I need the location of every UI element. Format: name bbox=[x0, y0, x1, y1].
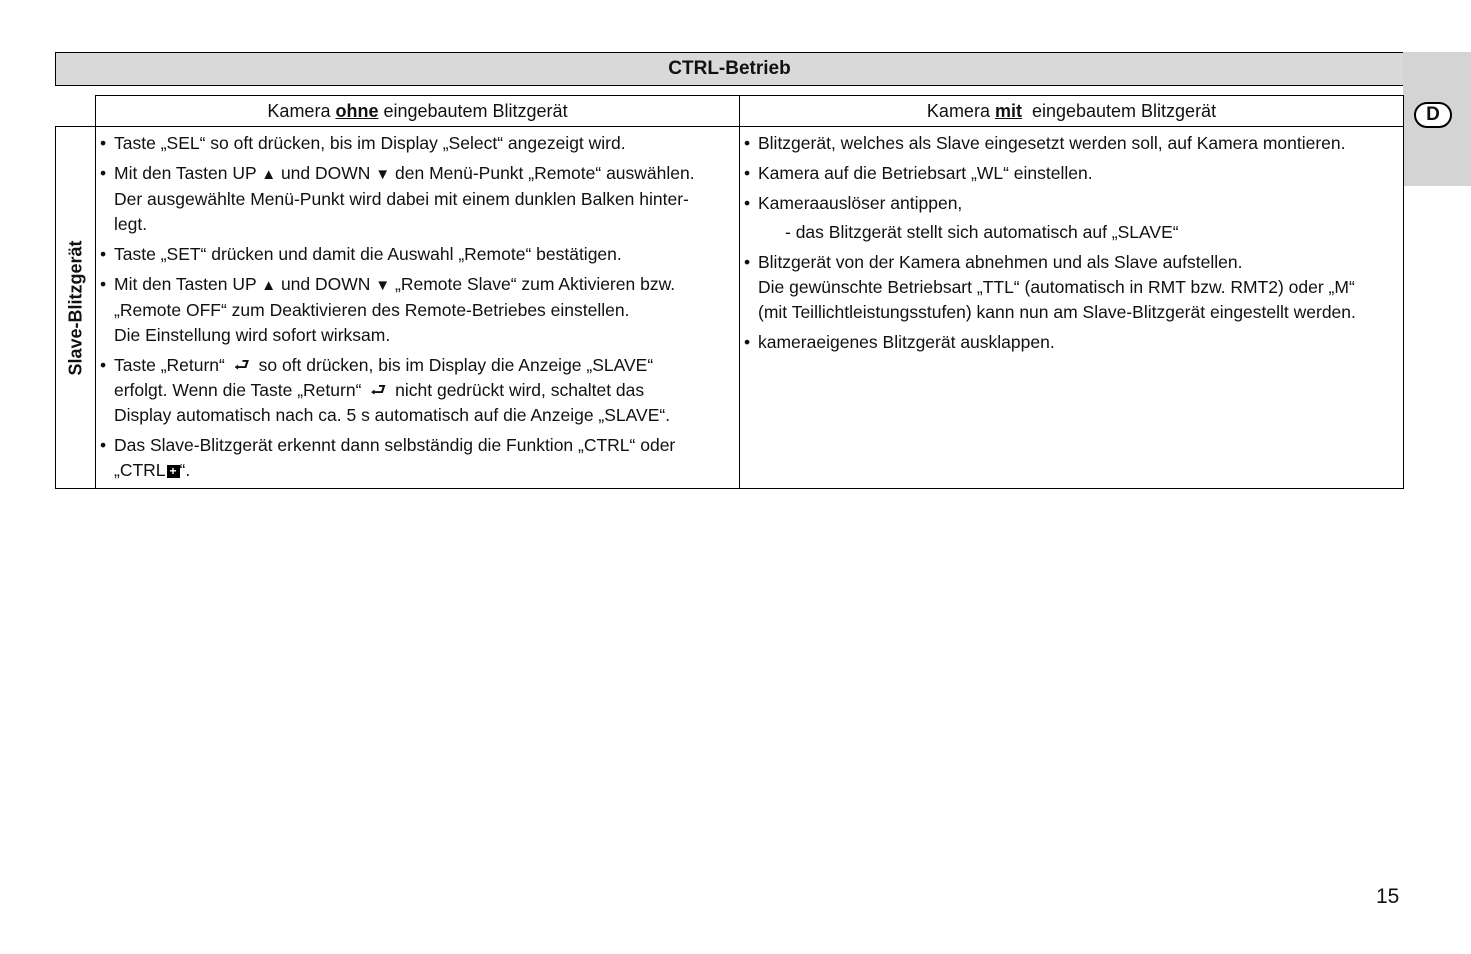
instruction-line bbox=[114, 378, 731, 403]
instruction-text: und DOWN bbox=[276, 163, 376, 183]
column-header-text: Kamera bbox=[267, 100, 336, 121]
return-icon: ⮐ bbox=[233, 355, 250, 375]
instruction-text: und DOWN bbox=[276, 274, 376, 294]
return-icon: ⮐ bbox=[370, 380, 387, 400]
down-arrow-icon: ▼ bbox=[375, 277, 391, 294]
list-item bbox=[744, 191, 1395, 245]
instruction-text: Display automatisch nach ca. 5 s automatisch auf die Anzeige „SLAVE“. bbox=[114, 405, 671, 425]
column-header-emphasis: ohne bbox=[335, 100, 379, 121]
row-label-cell bbox=[55, 126, 96, 489]
instruction-text: • Das Slave-Blitzgerät erkennt dann selbständig die Funktion „CTRL“ oder bbox=[114, 435, 676, 455]
instruction-line bbox=[114, 458, 731, 483]
instruction-text: • Taste „SEL“ so oft drücken, bis im Display „Select“ angezeigt wird. bbox=[114, 133, 626, 153]
instruction-text: „Remote Slave“ zum Aktivieren bzw. bbox=[390, 274, 676, 294]
instruction-text: erfolgt. Wenn die Taste „Return“ bbox=[114, 380, 367, 400]
instruction-text: den Menü-Punkt „Remote“ auswählen. bbox=[390, 163, 695, 183]
instruction-text: “. bbox=[179, 460, 191, 480]
instruction-text: legt. bbox=[114, 214, 148, 234]
instruction-text: • kameraeigenes Blitzgerät ausklappen. bbox=[758, 332, 1055, 352]
instruction-text: • Blitzgerät, welches als Slave eingesetzt werden soll, auf Kamera montieren. bbox=[758, 133, 1346, 153]
column-header-text: eingebautem Blitzgerät bbox=[378, 100, 568, 121]
instruction-text: Taste „Return“ bbox=[114, 355, 230, 375]
language-badge bbox=[1414, 102, 1452, 128]
instructions-with-flash bbox=[739, 126, 1404, 489]
column-header-with-flash bbox=[739, 95, 1404, 127]
section-title-text: CTRL-Betrieb bbox=[668, 58, 791, 79]
instruction-text: so oft drücken, bis im Display die Anzeige „SLAVE“ bbox=[253, 355, 654, 375]
instruction-line bbox=[114, 161, 731, 187]
instruction-text: Der ausgewählte Menü-Punkt wird dabei mit einem dunklen Balken hinter- bbox=[114, 189, 689, 209]
instruction-text: Mit den Tasten UP bbox=[114, 274, 262, 294]
column-header-text: Kamera bbox=[926, 100, 995, 121]
page-number: 15 bbox=[1376, 885, 1400, 908]
list-item bbox=[100, 433, 731, 483]
list-item bbox=[744, 131, 1395, 156]
list-item bbox=[744, 250, 1395, 325]
instruction-text: (mit Teillichtleistungsstufen) kann nun am Slave-Blitzgerät eingestellt werden. bbox=[758, 302, 1356, 322]
instruction-text: nicht gedrückt wird, schaltet das bbox=[390, 380, 645, 400]
list-item bbox=[100, 272, 731, 348]
instruction-text: • Kameraauslöser antippen, bbox=[758, 193, 963, 213]
list-item bbox=[100, 242, 731, 267]
instruction-text: „CTRL bbox=[114, 460, 166, 480]
instructions-without-flash bbox=[95, 126, 740, 489]
column-header-text: eingebautem Blitzgerät bbox=[1021, 100, 1217, 121]
instruction-text: Die gewünschte Betriebsart „TTL“ (automatisch in RMT bzw. RMT2) oder „M“ bbox=[758, 277, 1355, 297]
language-badge-label: D bbox=[1426, 104, 1440, 125]
list-item bbox=[744, 161, 1395, 186]
instruction-text: Mit den Tasten UP bbox=[114, 163, 262, 183]
instruction-subtext: - das Blitzgerät stellt sich automatisch auf „SLAVE“ bbox=[785, 222, 1179, 242]
up-arrow-icon: ▲ bbox=[261, 166, 277, 183]
list-item bbox=[100, 353, 731, 428]
instruction-text: „Remote OFF“ zum Deaktivieren des Remote-Betriebes einstellen. bbox=[114, 300, 630, 320]
plus-box-icon: + bbox=[167, 465, 180, 478]
instruction-line bbox=[114, 272, 731, 298]
list-item bbox=[100, 161, 731, 237]
instruction-text: • Kamera auf die Betriebsart „WL“ einstellen. bbox=[758, 163, 1093, 183]
instruction-text: Die Einstellung wird sofort wirksam. bbox=[114, 325, 391, 345]
column-header-emphasis: mit bbox=[994, 100, 1022, 121]
column-header-without-flash bbox=[95, 95, 740, 127]
section-title bbox=[55, 52, 1404, 86]
instruction-text: • Blitzgerät von der Kamera abnehmen und als Slave aufstellen. bbox=[758, 252, 1243, 272]
list-item bbox=[744, 330, 1395, 355]
instruction-line bbox=[114, 353, 731, 378]
down-arrow-icon: ▼ bbox=[375, 166, 391, 183]
list-item bbox=[100, 131, 731, 156]
row-label: Slave-Blitzgerät bbox=[65, 239, 85, 376]
up-arrow-icon: ▲ bbox=[261, 277, 277, 294]
instruction-text: • Taste „SET“ drücken und damit die Auswahl „Remote“ bestätigen. bbox=[114, 244, 622, 264]
